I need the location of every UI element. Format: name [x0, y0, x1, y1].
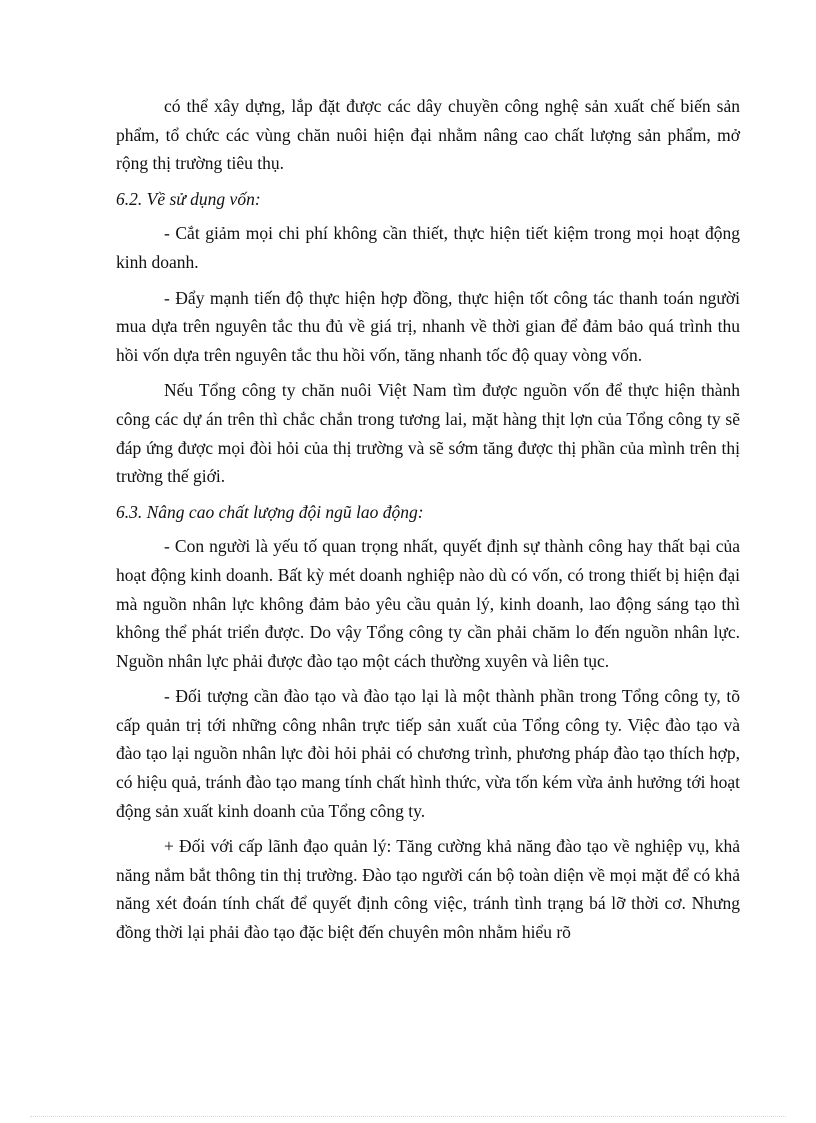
- paragraph-future-outlook: Nếu Tổng công ty chăn nuôi Việt Nam tìm được nguồn vốn để thực hiện thành công các dự án trên thì chắc chắn trong tương lai, mặt hàng thịt lợn của Tổng công ty sẽ đáp ứng được mọi đòi hỏi của thị trường và sẽ sớm tăng được thị phần của mình trên thị trường thế giới.: [116, 380, 740, 487]
- paragraph-cost-cutting: - Cắt giảm mọi chi phí không cần thiết, thực hiện tiết kiệm trong mọi hoạt động kinh doanh.: [116, 223, 740, 272]
- paragraph-production-lines: có thể xây dựng, lắp đặt được các dây chuyền công nghệ sản xuất chế biến sản phẩm, tổ chức các vùng chăn nuôi hiện đại nhằm nâng cao chất lượng sản phẩm, mở rộng thị trường tiêu thụ.: [116, 96, 740, 174]
- section-heading-capital-use: 6.2. Về sử dụng vốn:: [116, 188, 261, 209]
- paragraph-training-targets: - Đối tượng cần đào tạo và đào tạo lại là một thành phần trong Tổng công ty, tõ cấp quản trị tới những công nhân trực tiếp sản xuất của Tổng công ty. Việc đào tạo và đào tạo lại nguồn nhân lực đòi hỏi phải có chương trình, phương pháp đào tạo thích hợp, có hiệu quả, tránh đào tạo mang tính chất hình thức, vừa tốn kém vừa ảnh hưởng tới hoạt động sản xuất kinh doanh của Tổng công ty.: [116, 686, 740, 821]
- page-bottom-divider: [30, 1116, 786, 1117]
- document-body: [116, 92, 740, 954]
- section-heading-labor-quality: 6.3. Nâng cao chất lượng đội ngũ lao động:: [116, 501, 424, 522]
- paragraph-management-training: + Đối với cấp lãnh đạo quản lý: Tăng cường khả năng đào tạo về nghiệp vụ, khả năng nắm bắt thông tin thị trường. Đào tạo người cán bộ toàn diện về mọi mặt để có khả năng xét đoán tính chất để quyết định công việc, tránh tình trạng bá lỡ thời cơ. Nhưng đồng thời lại phải đào tạo đặc biệt đến chuyên môn nhằm hiểu rõ: [116, 836, 740, 943]
- paragraph-contract-progress: - Đẩy mạnh tiến độ thực hiện hợp đồng, thực hiện tốt công tác thanh toán người mua dựa trên nguyên tắc thu đủ về giá trị, nhanh về thời gian để đảm bảo quá trình thu hồi vốn dựa trên nguyên tắc thu hồi vốn, tăng nhanh tốc độ quay vòng vốn.: [116, 287, 740, 365]
- paragraph-human-factor: - Con người là yếu tố quan trọng nhất, quyết định sự thành công hay thất bại của hoạt động kinh doanh. Bất kỳ mét doanh nghiệp nào dù có vốn, có trong thiết bị hiện đại mà nguồn nhân lực không đảm bảo yêu cầu quản lý, kinh doanh, lao động sáng tạo thì không thể phát triển được. Do vậy Tổng công ty cần phải chăm lo đến nguồn nhân lực. Nguồn nhân lực phải được đào tạo một cách thường xuyên và liên tục.: [116, 536, 740, 671]
